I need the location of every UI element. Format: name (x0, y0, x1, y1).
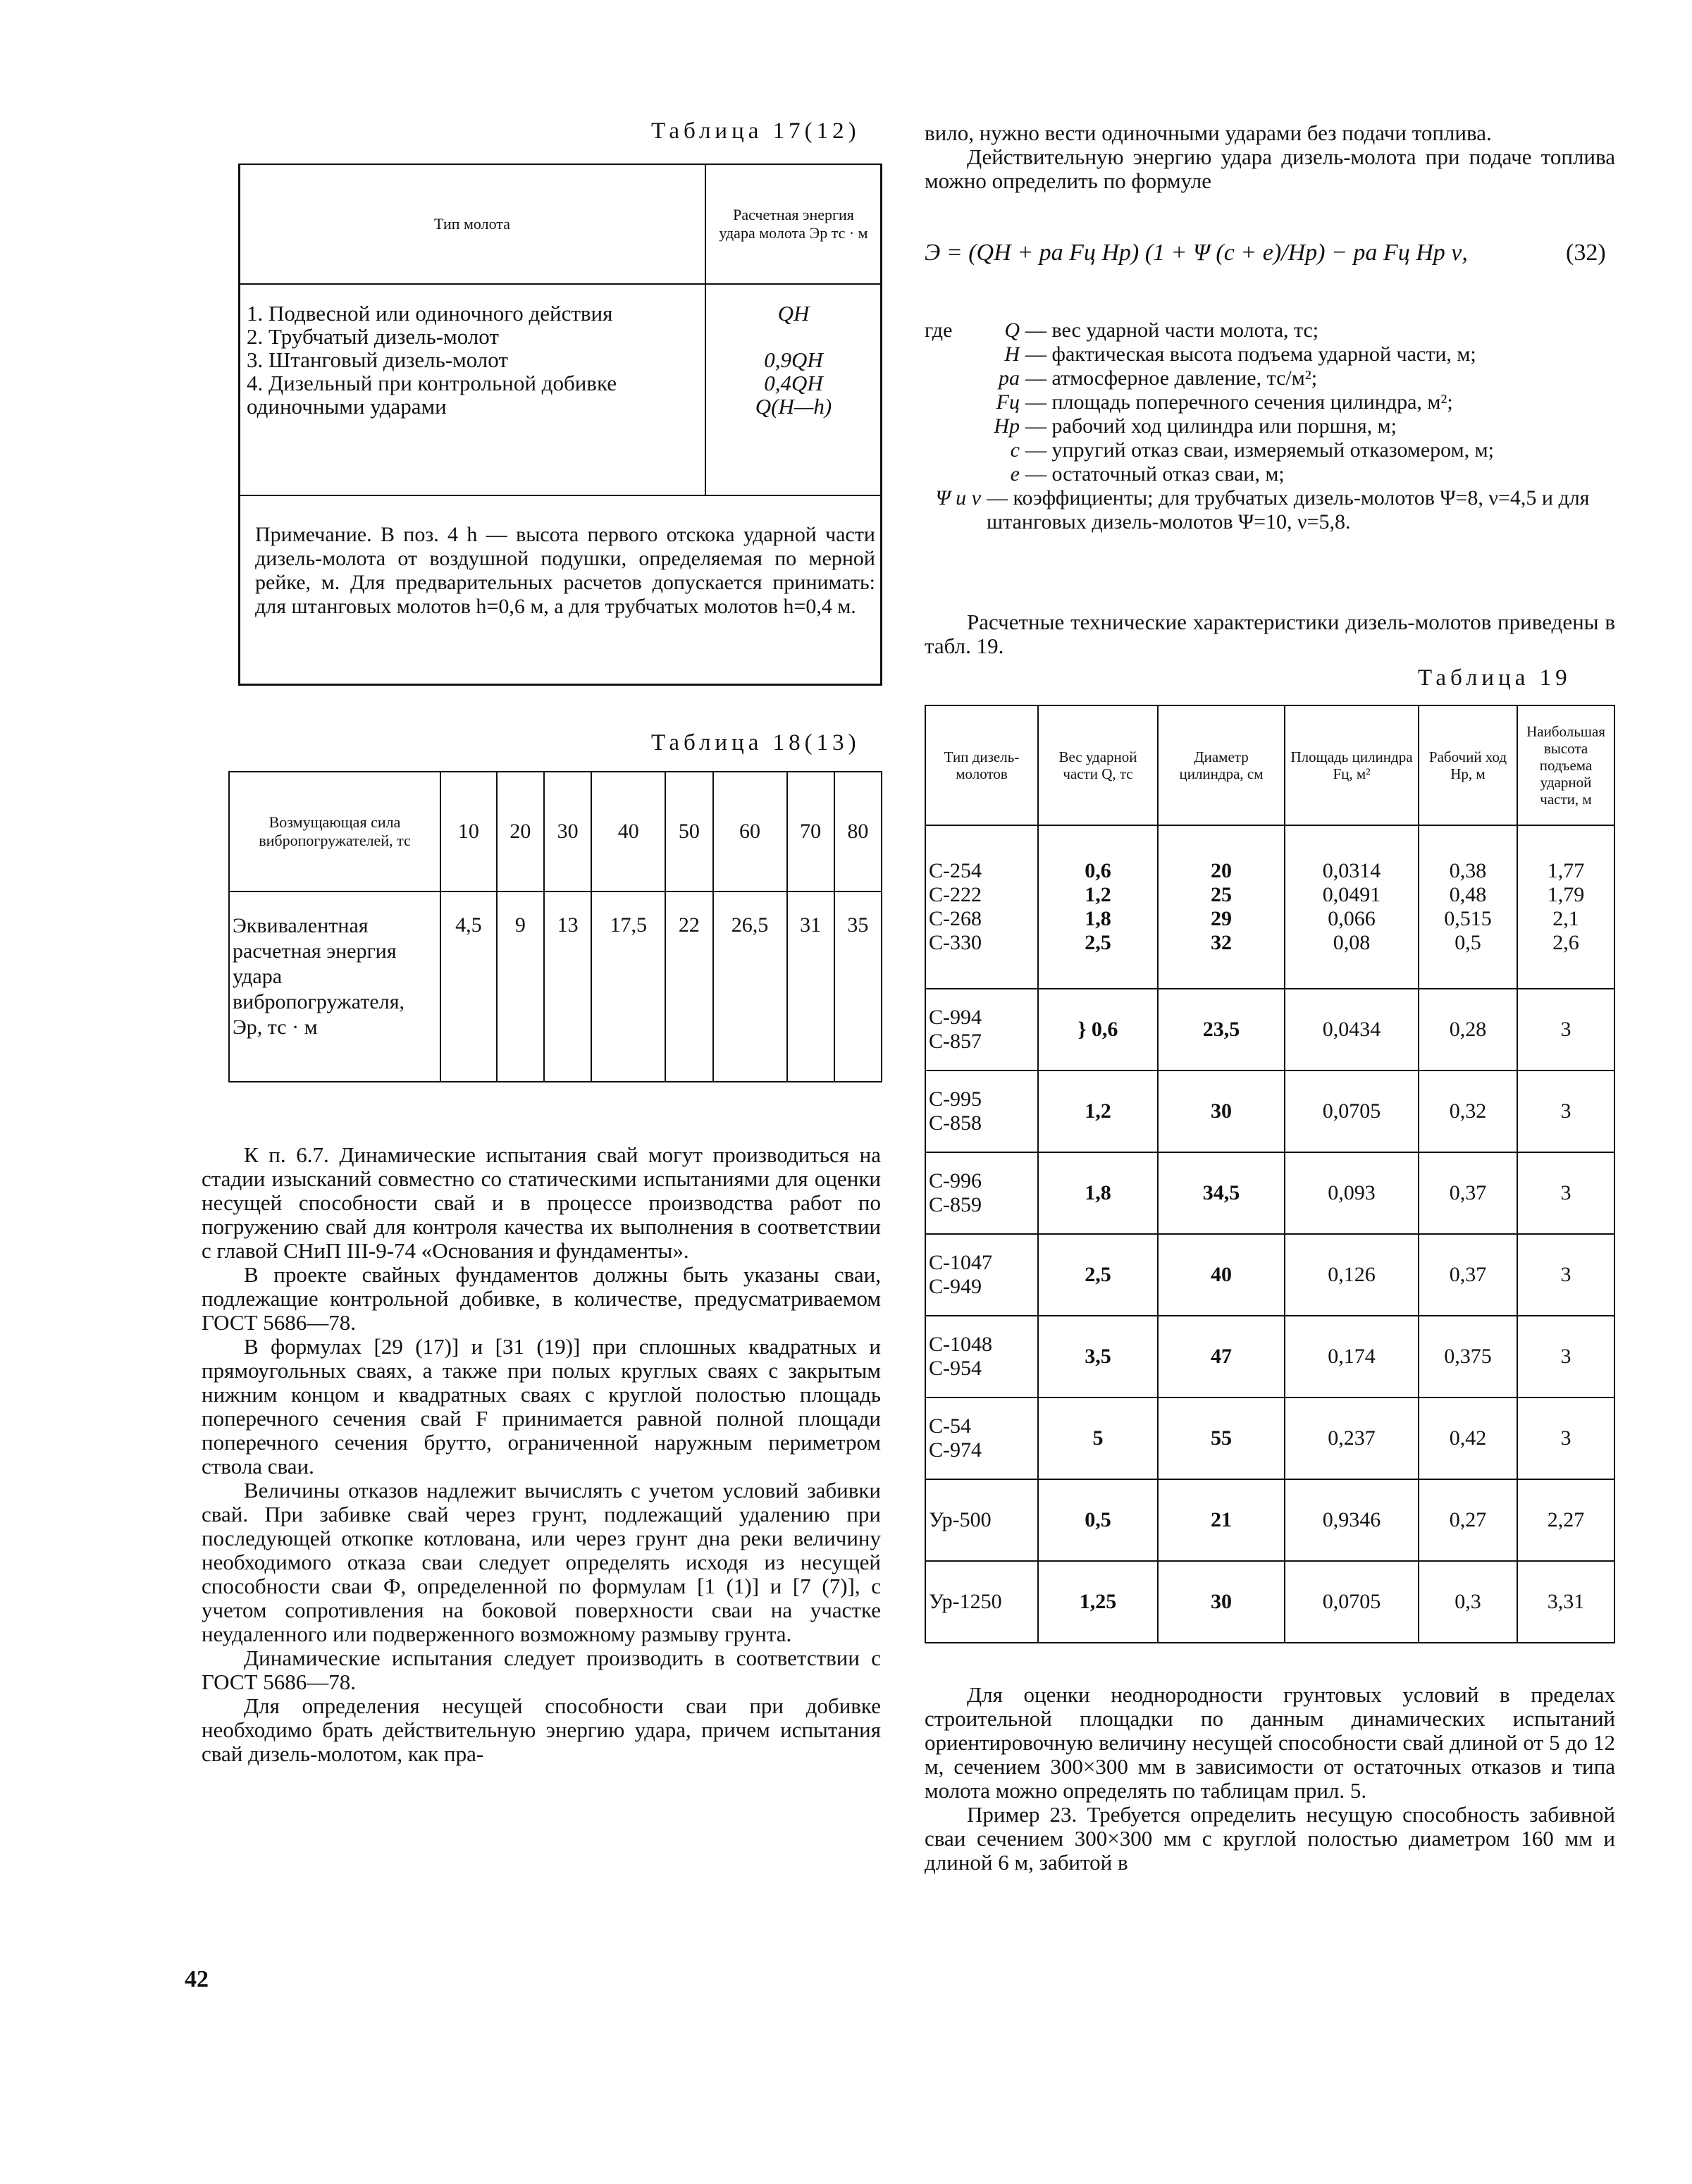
table19-caption: Таблица 19 (1418, 665, 1571, 691)
table19-header: Вес ударной части Q, тс (1038, 705, 1158, 825)
table19-stroke (1419, 1234, 1517, 1316)
table19-area-value: 0,0705 (1322, 1099, 1381, 1123)
table19-row (925, 1234, 1614, 1316)
table19-area (1285, 1479, 1419, 1561)
table19-type-value: С-1048 (929, 1333, 992, 1356)
table18-col: 20 (497, 772, 544, 892)
table19-diameter-value: 47 (1211, 1345, 1232, 1368)
table19-stroke-value: 0,42 (1449, 1426, 1487, 1450)
table18-caption: Таблица 18(13) (651, 730, 860, 755)
table19-diameter-value: 40 (1211, 1263, 1232, 1286)
table18-val: 17,5 (591, 892, 665, 1082)
table19-type-value: С-858 (929, 1111, 982, 1135)
table19-area (1285, 825, 1419, 989)
table19-stroke (1419, 1479, 1517, 1561)
table19-height (1517, 1071, 1614, 1152)
table19-stroke-value: 0,28 (1449, 1018, 1487, 1041)
table19-row (925, 1479, 1614, 1561)
def-symbol: Fц (996, 390, 1020, 414)
table19-diameter-value: 23,5 (1202, 1018, 1240, 1041)
table18 (228, 771, 882, 1082)
table19-type (925, 1316, 1038, 1398)
table19-diameter (1158, 1234, 1285, 1316)
table18-row1-label: Возмущающая сила вибропогружателей, тс (229, 772, 440, 892)
table19-weight-value: 5 (1092, 1426, 1104, 1450)
table19-row (925, 1071, 1614, 1152)
table19-stroke-value: 0,37 (1449, 1263, 1487, 1286)
table19-stroke-value: 0,5 (1455, 931, 1481, 954)
table18-val: 4,5 (440, 892, 497, 1082)
table18-val: 9 (497, 892, 544, 1082)
def-symbol: Ψ и ν (935, 486, 981, 510)
table19-type-value: Ур-500 (929, 1508, 992, 1531)
table18-col: 30 (544, 772, 591, 892)
def-symbol: e (1010, 462, 1020, 486)
table19-diameter-value: 32 (1211, 931, 1232, 954)
table19-type-value: С-995 (929, 1087, 982, 1111)
right-body-top (925, 121, 1615, 193)
table19-type-value: С-54 (929, 1414, 971, 1438)
def-symbol: H (1004, 343, 1020, 366)
table19-height-value: 3 (1560, 1099, 1571, 1123)
table17-note: Примечание. В поз. 4 h — высота первого отскока ударной части дизель-молота от воздушной подушки, определяемая по мерной рейке, м. Для предварительных расчетов допускается принимать: для штанговых молотов h=0,6 м, а для трубчатых молотов h=0,4 м. (255, 523, 875, 618)
def-symbol: Q (1004, 319, 1020, 342)
left-body (202, 1143, 881, 1766)
table19-diameter-value: 55 (1211, 1426, 1232, 1450)
table17-row-name: 3. Штанговый дизель-молот (247, 347, 508, 372)
table17 (238, 164, 882, 496)
table19-diameter-value: 30 (1211, 1590, 1232, 1613)
table19-header: Диаметр цилиндра, см (1158, 705, 1285, 825)
table19-type-value: С-254 (929, 859, 982, 882)
def-text: — площадь поперечного сечения цилиндра, м²; (1025, 390, 1453, 414)
table19-stroke (1419, 1561, 1517, 1643)
table19-type (925, 1152, 1038, 1234)
table19-weight-value: 1,25 (1079, 1590, 1117, 1613)
table19-type-value: С-1047 (929, 1251, 992, 1274)
table19-stroke-value: 0,32 (1449, 1099, 1487, 1123)
table19-weight (1038, 1561, 1158, 1643)
table19-height-value: 2,27 (1547, 1508, 1585, 1531)
table19-area (1285, 1152, 1419, 1234)
table19-weight (1038, 989, 1158, 1071)
table18-col: 40 (591, 772, 665, 892)
table19-height-value: 1,77 (1547, 859, 1585, 882)
table19-height (1517, 1398, 1614, 1479)
table19-type-value: Ур-1250 (929, 1590, 1002, 1613)
paragraph: Действительную энергию удара дизель-молота при подаче топлива можно определить по формуле (925, 144, 1615, 193)
table19-type-value: С-222 (929, 883, 982, 906)
table19-weight (1038, 1234, 1158, 1316)
table19-header: Рабочий ход Hр, м (1419, 705, 1517, 825)
table19-weight-value: 2,5 (1085, 931, 1111, 954)
table18-col: 80 (834, 772, 882, 892)
table19-weight-value: 3,5 (1085, 1345, 1111, 1368)
table19-weight (1038, 1152, 1158, 1234)
table19-area (1285, 1316, 1419, 1398)
table19-area (1285, 1561, 1419, 1643)
table19-body (925, 825, 1614, 1643)
table19-height-value: 2,1 (1552, 907, 1579, 930)
table19-header: Наибольшая высота подъема ударной части, м (1517, 705, 1614, 825)
table19-type (925, 1561, 1038, 1643)
table19-diameter (1158, 1071, 1285, 1152)
def-text: — рабочий ход цилиндра или поршня, м; (1025, 414, 1397, 438)
table19-diameter (1158, 1561, 1285, 1643)
table19-area-value: 0,0705 (1322, 1590, 1381, 1613)
table19-weight-value: } 0,6 (1077, 1018, 1118, 1041)
table19-type-value: С-949 (929, 1275, 982, 1298)
table18-val: 35 (834, 892, 882, 1082)
table19-height-value: 3 (1560, 1426, 1571, 1450)
table19-type (925, 1071, 1038, 1152)
table19-height-value: 3,31 (1547, 1590, 1585, 1613)
table19-stroke-value: 0,3 (1455, 1590, 1481, 1613)
table19-height-value: 3 (1560, 1263, 1571, 1286)
table19-height (1517, 1479, 1614, 1561)
table18-col: 10 (440, 772, 497, 892)
where-label: где (925, 319, 953, 342)
table19-height (1517, 1152, 1614, 1234)
table19-diameter (1158, 1316, 1285, 1398)
table19-stroke-value: 0,375 (1444, 1345, 1492, 1368)
def-symbol: c (1010, 438, 1020, 462)
table19-diameter (1158, 1479, 1285, 1561)
def-text: — остаточный отказ сваи, м; (1025, 462, 1285, 486)
table19-diameter-value: 29 (1211, 907, 1232, 930)
table19-height-value: 2,6 (1552, 931, 1579, 954)
table19-area-value: 0,0314 (1322, 859, 1381, 882)
table19-diameter (1158, 1398, 1285, 1479)
paragraph: Пример 23. Требуется определить несущую способность забивной сваи сечением 300×300 мм с круглой полостью диаметром 160 мм и длиной 6 м, забитой в (925, 1802, 1615, 1875)
table19-weight (1038, 825, 1158, 989)
table18-val: 22 (665, 892, 712, 1082)
paragraph: В формулах [29 (17)] и [31 (19)] при сплошных квадратных и прямоугольных сваях, а также при полых круглых сваях с закрытым нижним концом и квадратных сваях с круглой полостью площадь поперечного сечения свай F принимается равной полной площади поперечного сечения брутто, ограниченной наружным периметром ствола сваи. (202, 1334, 881, 1479)
table19-diameter-value: 34,5 (1202, 1181, 1240, 1204)
table19-header: Площадь цилиндра Fц, м² (1285, 705, 1419, 825)
table19-type-value: С-330 (929, 931, 982, 954)
table17-caption: Таблица 17(12) (651, 118, 860, 144)
table19-weight-value: 0,5 (1085, 1508, 1111, 1531)
def-text: — упругий отказ сваи, измеряемый отказомером, м; (1025, 438, 1494, 462)
table19-weight-value: 1,2 (1085, 883, 1111, 906)
table18-col: 70 (787, 772, 834, 892)
table19-stroke (1419, 1152, 1517, 1234)
table19-row (925, 1561, 1614, 1643)
page-number: 42 (185, 1966, 209, 1992)
table19-type-value: С-859 (929, 1193, 982, 1216)
right-body-bottom (925, 1683, 1615, 1875)
table19-area-value: 0,174 (1328, 1345, 1376, 1368)
table19-area (1285, 1234, 1419, 1316)
table19-stroke (1419, 989, 1517, 1071)
table19-row (925, 989, 1614, 1071)
table19-stroke (1419, 1316, 1517, 1398)
table18-val: 13 (544, 892, 591, 1082)
table19-stroke-value: 0,515 (1444, 907, 1492, 930)
table19-stroke (1419, 1071, 1517, 1152)
paragraph: Для определения несущей способности сваи при добивке необходимо брать действительную энергию удара, причем испытания свай дизель-молотом, как пра- (202, 1693, 881, 1766)
table17-row-value: 0,4QH (764, 371, 823, 395)
table19-area (1285, 1071, 1419, 1152)
table19-row (925, 825, 1614, 989)
table19-height (1517, 989, 1614, 1071)
table17-row-name: 2. Трубчатый дизель-молот (247, 324, 499, 349)
table17-values (705, 284, 882, 495)
table19-type (925, 989, 1038, 1071)
paragraph: В проекте свайных фундаментов должны быть указаны сваи, подлежащие контрольной добивке, в количестве, предусматриваемом ГОСТ 5686—78. (202, 1262, 881, 1335)
table18-col: 60 (713, 772, 787, 892)
table19-stroke (1419, 1398, 1517, 1479)
def-text: — атмосферное давление, тс/м²; (1025, 366, 1318, 390)
paragraph: Динамические испытания следует производить в соответствии с ГОСТ 5686—78. (202, 1646, 881, 1694)
table19-type (925, 1234, 1038, 1316)
table17-row-value: QH (777, 301, 810, 326)
table19-area-value: 0,0491 (1322, 883, 1381, 906)
formula-32: Э = (QH + pa Fц Hp) (1 + Ψ (c + e)/Hp) − pa Fц Hp ν, (925, 240, 1468, 266)
table19-type-value: С-268 (929, 907, 982, 930)
table19-weight (1038, 1398, 1158, 1479)
table19-type (925, 1398, 1038, 1479)
table19-area-value: 0,0434 (1322, 1018, 1381, 1041)
table19-type-value: С-996 (929, 1169, 982, 1192)
paragraph: Для оценки неоднородности грунтовых условий в пределах строительной площадки по данным динамических испытаний ориентировочную величину несущей способности свай длиной от 5 до 12 м, сечением 300×300 мм в зависимости от остаточных отказов и типа молота можно определять по таблицам прил. 5. (925, 1682, 1615, 1803)
table17-row-value: 0,9QH (764, 347, 823, 372)
table19-diameter-value: 20 (1211, 859, 1232, 882)
table18-col: 50 (665, 772, 712, 892)
table19-weight-value: 1,8 (1085, 907, 1111, 930)
table19-weight-value: 1,8 (1085, 1181, 1111, 1204)
table19-area-value: 0,126 (1328, 1263, 1376, 1286)
table19-area-value: 0,093 (1328, 1181, 1376, 1204)
table19-area-value: 0,066 (1328, 907, 1376, 930)
table19-type-value: С-974 (929, 1438, 982, 1462)
table19-height-value: 1,79 (1547, 883, 1585, 906)
table19-weight (1038, 1316, 1158, 1398)
formula-number: (32) (1566, 240, 1606, 266)
table19-stroke-value: 0,38 (1449, 859, 1487, 882)
table17-names (239, 284, 705, 495)
table19-stroke (1419, 825, 1517, 989)
table19-stroke-value: 0,37 (1449, 1181, 1487, 1204)
paragraph: Величины отказов надлежит вычислять с учетом условий забивки свай. При забивке свай через грунт, подлежащий удалению при последующей откопке котлована, или через грунт дна реки величину необходимого отказа сваи следует определять исходя из несущей способности сваи Ф, определенной по формулам [1 (1)] и [7 (7)], с учетом сопротивления на боковой поверхности сваи на участке неудаленного или подверженного возможному размыву грунта. (202, 1478, 881, 1646)
table18-row2-label: Эквивалентная расчетная энергия удара вибропогружателя, Эр, тс · м (229, 892, 440, 1082)
table19-area (1285, 1398, 1419, 1479)
table19-diameter (1158, 1152, 1285, 1234)
table17-header-energy: Расчетная энергия удара молота Эр тс · м (705, 164, 882, 284)
table19-height (1517, 1316, 1614, 1398)
table19-area (1285, 989, 1419, 1071)
table19-row (925, 1152, 1614, 1234)
table19-height-value: 3 (1560, 1018, 1571, 1041)
table19-weight-value: 1,2 (1085, 1099, 1111, 1123)
table17-header-type: Тип молота (239, 164, 705, 284)
table19-weight-value: 0,6 (1085, 859, 1111, 882)
table18-val: 26,5 (713, 892, 787, 1082)
table18-val: 31 (787, 892, 834, 1082)
table17-row-name: 1. Подвесной или одиночного действия (247, 301, 613, 326)
table19-weight-value: 2,5 (1085, 1263, 1111, 1286)
table19-height-value: 3 (1560, 1181, 1571, 1204)
table19-header: Тип дизель-молотов (925, 705, 1038, 825)
table19-height (1517, 825, 1614, 989)
table-border-bottom (238, 684, 882, 686)
table19-diameter-value: 21 (1211, 1508, 1232, 1531)
table19-type-value: С-857 (929, 1030, 982, 1053)
table17-row-value: Q(H—h) (755, 394, 832, 419)
definitions (925, 319, 1615, 534)
table19-weight (1038, 1479, 1158, 1561)
table19-diameter-value: 30 (1211, 1099, 1232, 1123)
table19-type-value: С-994 (929, 1006, 982, 1029)
table19-stroke-value: 0,27 (1449, 1508, 1487, 1531)
table19-height-value: 3 (1560, 1345, 1571, 1368)
def-text: — коэффициенты; для трубчатых дизель-молотов Ψ=8, ν=4,5 и для штанговых дизель-молотов Ψ=10, ν=5,8. (987, 486, 1590, 533)
table19-area-value: 0,9346 (1322, 1508, 1381, 1531)
table19-type (925, 825, 1038, 989)
paragraph: К п. 6.7. Динамические испытания свай могут производиться на стадии изысканий совместно со статическими испытаниями для оценки несущей способности свай и в процессе производства работ по погружению свай для контроля качества их выполнения в соответствии с главой СНиП III-9-74 «Основания и фундаменты». (202, 1142, 881, 1263)
table19-area-value: 0,237 (1328, 1426, 1376, 1450)
table19-diameter (1158, 825, 1285, 989)
table19-diameter-value: 25 (1211, 883, 1232, 906)
def-symbol: Hp (994, 414, 1020, 438)
table19 (925, 705, 1615, 1643)
table19-height (1517, 1234, 1614, 1316)
table19-row (925, 1316, 1614, 1398)
def-text: — вес ударной части молота, тс; (1025, 319, 1319, 342)
table19-type (925, 1479, 1038, 1561)
paragraph: Расчетные технические характеристики дизель-молотов приведены в табл. 19. (925, 610, 1615, 658)
table19-weight (1038, 1071, 1158, 1152)
def-text: — фактическая высота подъема ударной части, м; (1025, 343, 1476, 366)
table-border-right (880, 164, 882, 685)
paragraph: вило, нужно вести одиночными ударами без подачи топлива. (925, 121, 1492, 145)
def-symbol: pa (999, 366, 1020, 390)
table19-type-value: С-954 (929, 1357, 982, 1380)
right-body-mid (925, 610, 1615, 658)
table17-row-name: 4. Дизельный при контрольной добивке одиночными ударами (247, 371, 617, 419)
table19-height (1517, 1561, 1614, 1643)
table19-row (925, 1398, 1614, 1479)
table19-area-value: 0,08 (1333, 931, 1371, 954)
table19-stroke-value: 0,48 (1449, 883, 1487, 906)
table19-diameter (1158, 989, 1285, 1071)
